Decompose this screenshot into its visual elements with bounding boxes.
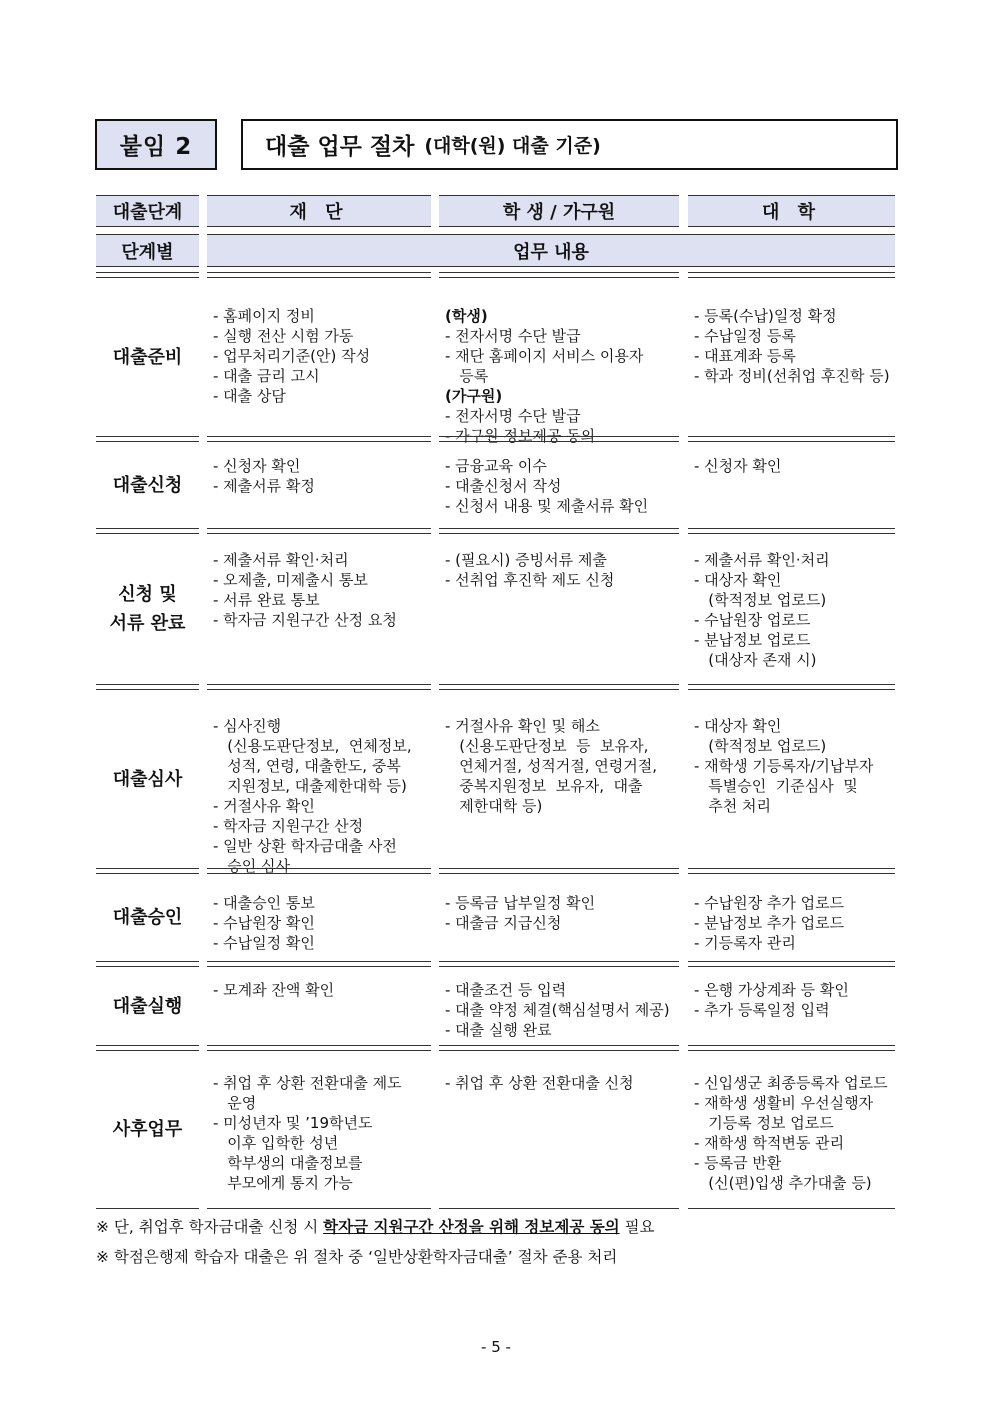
task-line: 이후 입학한 성년 [213,1134,339,1152]
task-line: 등록 [445,367,489,385]
row-divider [439,436,679,442]
task-line: - 추가 등록일정 입력 [694,1001,830,1019]
task-line: - 수납일정 등록 [694,327,796,345]
title-subtitle: (대학(원) 대출 기준) [424,135,601,157]
student-cell [445,1073,634,1093]
student-cell [445,893,595,933]
task-line: - 대출 금리 고시 [213,367,320,385]
task-line: - 전자서명 수단 발급 [445,407,581,425]
row-divider [688,868,895,874]
row-divider [439,1045,679,1051]
title-text: 대출 업무 절차 [265,134,415,160]
stage-label [96,967,199,1045]
row-divider [207,1045,431,1051]
task-line: - 가구원 정보제공 동의 [445,427,596,445]
task-line: - 실행 전산 시험 가동 [213,327,354,345]
task-line: - 제출서류 확인·처리 [694,551,830,569]
row-divider [688,436,895,442]
task-line: (신(편)입생 추가대출 등) [694,1174,872,1192]
task-line: - 학과 정비(선취업 후진학 등) [694,367,890,385]
task-line: 특별승인 기준심사 및 [694,777,858,795]
task-line: - 취업 후 상환 전환대출 제도 [213,1074,402,1092]
student-cell [445,980,670,1040]
row-divider [439,961,679,967]
task-line: 중복지원정보 보유자, 대출 [445,777,643,795]
task-line: (가구원) [445,387,503,405]
task-line: - 미성년자 및 ’19학년도 [213,1114,373,1132]
task-line: - 제출서류 확인·처리 [213,551,349,569]
row-divider [688,684,895,690]
task-line: - 수납원장 확인 [213,914,315,932]
stage-label-line: 서류 완료 [109,613,186,634]
task-line: 연체거절, 성적거절, 연령거절, [445,757,658,775]
stage-label-line: 대출심사 [112,768,183,790]
task-line: - 서류 완료 통보 [213,591,320,609]
task-line: 부모에게 통지 가능 [213,1174,353,1192]
stage-label-line: 사후업무 [112,1119,183,1140]
row-divider [439,528,679,534]
university-cell [694,716,873,816]
footnote-1: ※ 단, 취업후 학자금대출 신청 시 학자금 지원구간 산정을 위해 정보제공 동의 필요 [96,1218,655,1236]
foundation-cell [213,980,334,1000]
stage-label-line: 신청 및 [118,584,177,605]
task-line: - 분납정보 추가 업로드 [694,914,845,932]
task-line: - 대출승인 통보 [213,894,315,912]
task-line: - 모계좌 잔액 확인 [213,981,335,999]
task-line: - 전자서명 수단 발급 [445,327,581,345]
task-line: - 재학생 학적변동 관리 [694,1134,845,1152]
row-divider [688,1045,895,1051]
attachment-tag: 붙임 2 [95,119,217,170]
foundation-cell [213,893,315,953]
university-cell [694,980,849,1020]
task-line: - 분납정보 업로드 [694,631,811,649]
task-line: - 수납원장 추가 업로드 [694,894,845,912]
task-line: - 신청자 확인 [694,457,782,475]
col-header-stage: 대출단계 [96,195,199,227]
task-line: - 수납원장 업로드 [694,611,811,629]
university-cell [694,1073,888,1193]
task-line: - 재단 홈페이지 서비스 이용자 [445,347,644,365]
task-line: 운영 [213,1094,257,1112]
university-cell [694,550,830,670]
task-line: - 일반 상환 학자금대출 사전 [213,837,397,855]
col-header-foundation: 재 단 [207,195,431,227]
row-divider [439,272,679,278]
row-divider [207,868,431,874]
foundation-cell [213,550,397,630]
task-line: - 등록(수납)일정 확정 [694,307,837,325]
task-line: - 재학생 생활비 우선실행자 [694,1094,874,1112]
stage-label-line: 대출실행 [112,995,183,1017]
task-line: (학적정보 업로드) [694,591,827,609]
student-cell [445,306,643,446]
stage-label [96,690,199,868]
task-line: - 취업 후 상환 전환대출 신청 [445,1074,634,1092]
stage-label-line: 대출신청 [112,474,183,496]
stage-label [96,278,199,436]
task-line: - 선취업 후진학 제도 신청 [445,571,615,589]
row-divider [207,436,431,442]
table-bottom-rule [439,1208,679,1209]
task-line: 승인 심사 [213,857,291,875]
task-line: 지원정보, 대출제한대학 등) [213,777,407,795]
task-line: - 대상자 확인 [694,717,782,735]
footnote-1-emphasis: 학자금 지원구간 산정을 위해 정보제공 동의 [323,1218,620,1236]
task-line: 기등록 정보 업로드 [694,1114,834,1132]
row-divider [207,272,431,278]
task-line: - 대출금 지급신청 [445,914,562,932]
stage-label [96,442,199,528]
task-line: - 학자금 지원구간 산정 [213,817,364,835]
student-cell [445,456,648,516]
task-line: - 대상자 확인 [694,571,782,589]
task-line: 제한대학 등) [445,797,543,815]
foundation-cell [213,306,370,406]
row-divider [207,961,431,967]
foundation-cell [213,456,315,496]
task-line: - 업무처리기준(안) 작성 [213,347,371,365]
task-line: (학생) [445,307,488,325]
task-line: - 심사진행 [213,717,282,735]
table-bottom-rule [688,1208,895,1209]
task-line: - 신청자 확인 [213,457,301,475]
subheader-content: 업무 내용 [207,234,895,267]
task-line: - 대출 상담 [213,387,286,405]
footnote-2: ※ 학점은행제 학습자 대출은 위 절차 중 ‘일반상환학자금대출’ 절차 준용 처리 [96,1248,618,1266]
stage-label [96,1051,199,1208]
task-line: - 거절사유 확인 및 해소 [445,717,600,735]
task-line: - 대출 실행 완료 [445,1021,552,1039]
task-line: - 대출 약정 체결(핵심설명서 제공) [445,1001,670,1019]
row-divider [439,684,679,690]
task-line: 성적, 연령, 대출한도, 중복 [213,757,401,775]
col-header-student: 학 생 / 가구원 [439,195,679,227]
task-line: - 금융교육 이수 [445,457,547,475]
foundation-cell [213,1073,402,1193]
task-line: - 제출서류 확정 [213,477,315,495]
table-bottom-rule [207,1208,431,1209]
task-line: - 오제출, 미제출시 통보 [213,571,368,589]
page-number: - 5 - [481,1338,511,1356]
task-line: - 대표계좌 등록 [694,347,796,365]
task-line: - 대출신청서 작성 [445,477,562,495]
task-line: - 재학생 기등록자/기납부자 [694,757,874,775]
subheader-stage: 단계별 [96,234,199,267]
row-divider [688,528,895,534]
student-cell [445,716,657,816]
stage-label-line: 대출승인 [112,907,183,928]
task-line: (신용도판단정보 등 보유자, [445,737,649,755]
task-line: 추천 처리 [694,797,772,815]
table-bottom-rule [96,1208,199,1209]
stage-label-line: 대출준비 [112,346,183,368]
task-line: (학적정보 업로드) [694,737,827,755]
row-divider [688,272,895,278]
task-line: - 신청서 내용 및 제출서류 확인 [445,497,649,515]
stage-label [96,874,199,961]
stage-label [96,534,199,684]
task-line: - 학자금 지원구간 산정 요청 [213,611,397,629]
university-cell [694,456,781,476]
task-line: - 신입생군 최종등록자 업로드 [694,1074,888,1092]
task-line: - 등록금 납부일정 확인 [445,894,596,912]
task-line: (신용도판단정보, 연체정보, [213,737,412,755]
university-cell [694,306,890,386]
foundation-cell [213,716,412,876]
task-line: - 기등록자 관리 [694,934,796,952]
university-cell [694,893,844,953]
task-line: - 등록금 반환 [694,1154,782,1172]
row-divider [439,868,679,874]
task-line: 학부생의 대출정보를 [213,1154,363,1172]
task-line: (대상자 존재 시) [694,651,817,669]
student-cell [445,550,614,590]
row-divider [207,684,431,690]
task-line: - 수납일정 확인 [213,934,315,952]
task-line: - (필요시) 증빙서류 제출 [445,551,607,569]
page-title [241,119,898,170]
task-line: - 홈페이지 정비 [213,307,315,325]
col-header-university: 대 학 [688,195,895,227]
task-line: - 은행 가상계좌 등 확인 [694,981,849,999]
task-line: - 거절사유 확인 [213,797,315,815]
row-divider [688,961,895,967]
task-line: - 대출조건 등 입력 [445,981,567,999]
row-divider [207,528,431,534]
